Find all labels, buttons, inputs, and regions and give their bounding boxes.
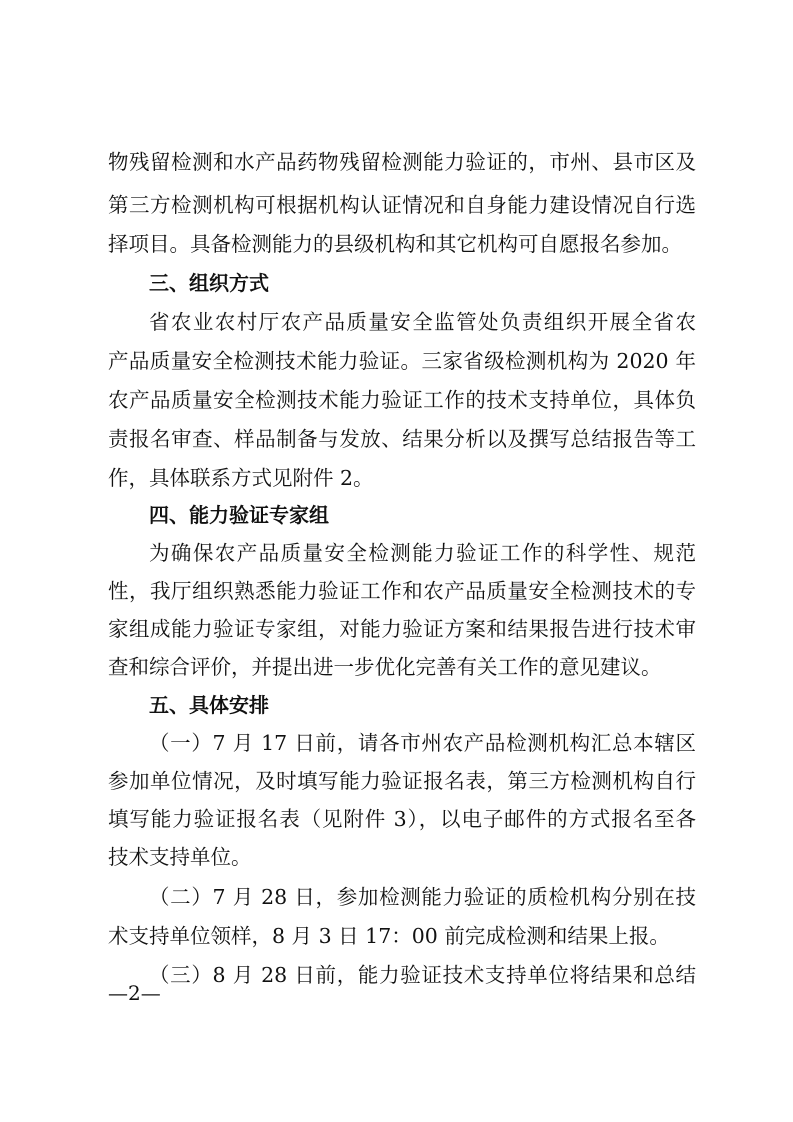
- paragraph-2-line-1: 省农业农村厅农产品质量安全监管处负责组织开展全省农: [149, 310, 696, 334]
- paragraph-2-line-2: 产品质量安全检测技术能力验证。三家省级检测机构为 2020 年: [108, 349, 696, 373]
- page-number: —2—: [108, 981, 161, 1005]
- paragraph-3-line-3: 家组成能力验证专家组，对能力验证方案和结果报告进行技术审: [108, 617, 696, 641]
- paragraph-2-line-4: 责报名审查、样品制备与发放、结果分析以及撰写总结报告等工: [108, 427, 696, 451]
- paragraph-3-line-2: 性，我厅组织熟悉能力验证工作和农产品质量安全检测技术的专: [108, 579, 696, 603]
- paragraph-1-line-2: 第三方检测机构可根据机构认证情况和自身能力建设情况自行选: [108, 193, 696, 217]
- paragraph-3-line-1: 为确保农产品质量安全检测能力验证工作的科学性、规范: [149, 541, 696, 565]
- paragraph-2-line-5: 作，具体联系方式见附件 2。: [108, 466, 374, 490]
- paragraph-1-line-3: 择项目。具备检测能力的县级机构和其它机构可自愿报名参加。: [108, 232, 682, 256]
- paragraph-4-line-2: 参加单位情况，及时填写能力验证报名表，第三方检测机构自行: [108, 769, 696, 793]
- paragraph-4-line-1: （一）7 月 17 日前，请各市州农产品检测机构汇总本辖区: [149, 731, 696, 755]
- paragraph-2-line-3: 农产品质量安全检测技术能力验证工作的技术支持单位，具体负: [108, 388, 696, 412]
- paragraph-1-line-1: 物残留检测和水产品药物残留检测能力验证的，市州、县市区及: [108, 150, 696, 174]
- section-heading-organization: 三、组织方式: [149, 271, 269, 295]
- paragraph-3-line-4: 查和综合评价，并提出进一步优化完善有关工作的意见建议。: [108, 655, 662, 679]
- section-heading-arrangements: 五、具体安排: [149, 693, 269, 717]
- paragraph-6-line-1: （三）8 月 28 日前，能力验证技术支持单位将结果和总结: [149, 963, 696, 987]
- paragraph-4-line-3: 填写能力验证报名表（见附件 3），以电子邮件的方式报名至各: [108, 807, 696, 831]
- paragraph-5-line-2: 术支持单位领样，8 月 3 日 17：00 前完成检测和结果上报。: [108, 924, 670, 948]
- paragraph-5-line-1: （二）7 月 28 日，参加检测能力验证的质检机构分别在技: [149, 885, 696, 909]
- paragraph-4-line-4: 技术支持单位。: [108, 845, 252, 869]
- section-heading-expert-group: 四、能力验证专家组: [149, 503, 329, 527]
